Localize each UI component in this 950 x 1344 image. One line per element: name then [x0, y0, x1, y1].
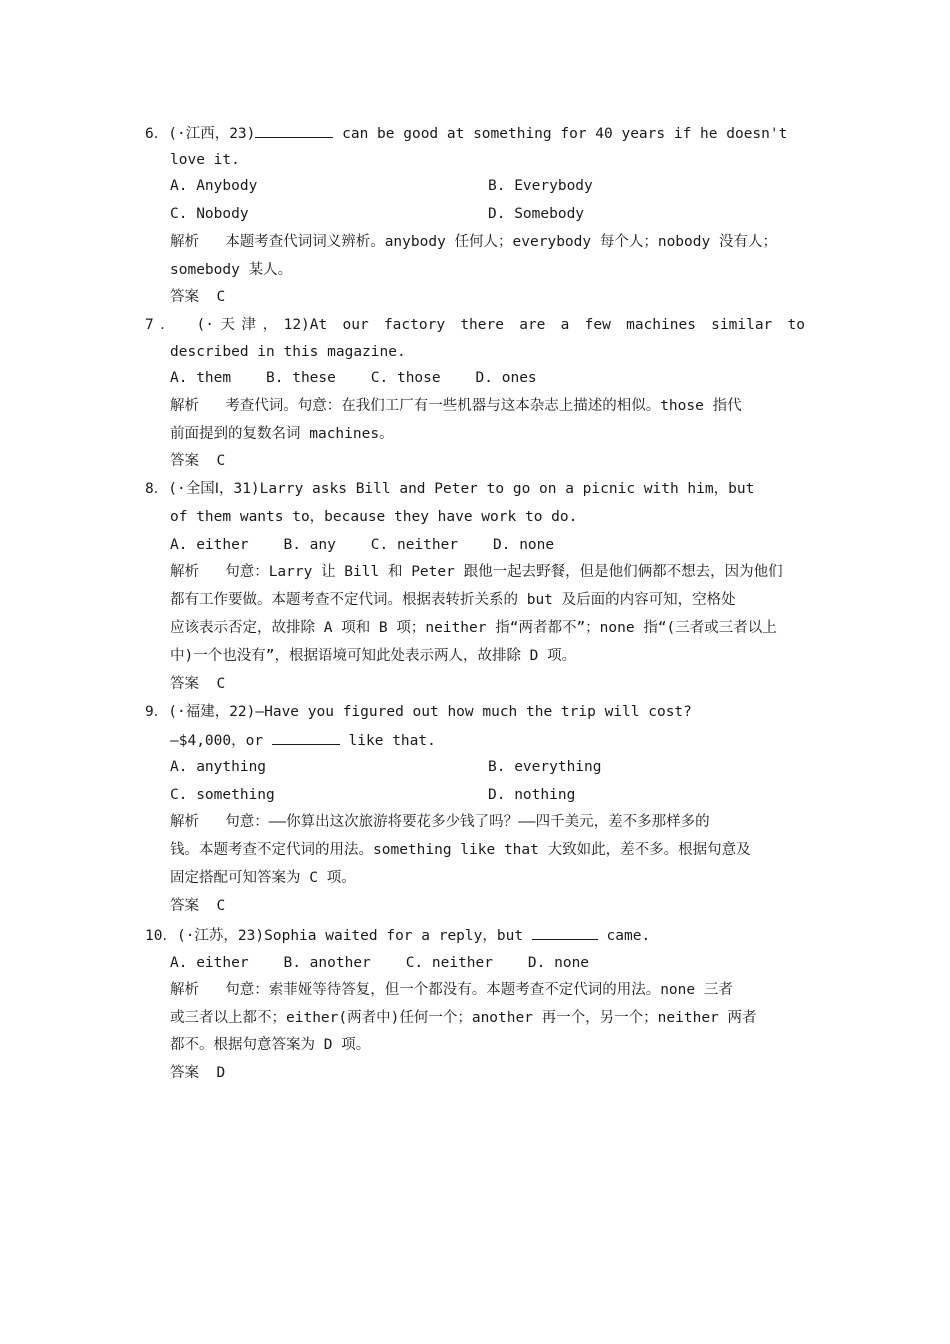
- analysis-label: 解析: [170, 234, 199, 250]
- question-9-stem: [145, 702, 692, 722]
- question-6-stem-cont: love it.: [170, 152, 240, 168]
- question-6-stem: [145, 123, 787, 143]
- answer-value: C: [216, 898, 226, 914]
- answer-line: [170, 287, 225, 307]
- question-source: (·全国Ⅰ，31): [168, 481, 260, 497]
- question-8-stem: [145, 479, 754, 499]
- analysis-line: 解析 考查代词。句意：在我们工厂有一些机器与这本杂志上描述的相似。those 指代: [170, 398, 742, 414]
- analysis-line: 都不。根据句意答案为 D 项。: [170, 1037, 371, 1053]
- option-a: A. anything: [170, 759, 267, 775]
- answer-label: 答案: [170, 898, 199, 914]
- analysis-line: 中)一个也没有”，根据语境可知此处表示两人，故排除 D 项。: [170, 648, 577, 664]
- analysis-line: somebody 某人。: [170, 262, 293, 278]
- answer-line: [170, 1063, 225, 1083]
- question-number: 8．: [145, 481, 169, 497]
- analysis-line: 解析 句意：Larry 让 Bill 和 Peter 跟他一起去野餐，但是他们俩都不想去，因为他们: [170, 564, 783, 580]
- option-b: B. everything: [488, 759, 602, 775]
- answer-blank: [532, 925, 598, 940]
- question-8-stem-cont: of them wants to，because they have work to do.: [170, 509, 578, 525]
- question-source: (·天津，12): [196, 317, 310, 333]
- analysis-line: 都有工作要做。本题考查不定代词。根据表转折关系的 but 及后面的内容可知，空格处: [170, 592, 736, 608]
- answer-label: 答案: [170, 1065, 199, 1081]
- option-c: C. something: [170, 787, 275, 803]
- stem-text: —Have you figured out how much the trip will cost?: [255, 704, 692, 720]
- answer-blank: [272, 730, 340, 745]
- answer-label: 答案: [170, 676, 199, 692]
- analysis-line: 解析 本题考查代词词义辨析。anybody 任何人；everybody 每个人；nobody 没有人；: [170, 234, 777, 250]
- stem-text: At our factory there are a few machines similar to: [309, 317, 805, 333]
- options-row: A. either B. another C. neither D. none: [170, 955, 590, 971]
- analysis-line: 钱。本题考查不定代词的用法。something like that 大致如此，差不多。根据句意及: [170, 842, 751, 858]
- question-7-stem-cont: described in this magazine.: [170, 344, 406, 360]
- analysis-line: 应该表示否定，故排除 A 项和 B 项；neither 指“两者都不”；none 指“(三者或三者以上: [170, 620, 777, 636]
- options-row: A. either B. any C. neither D. none: [170, 537, 555, 553]
- question-source: (·江苏，23): [176, 928, 265, 944]
- answer-value: C: [216, 453, 226, 469]
- answer-blank: [255, 123, 333, 138]
- question-number: 10．: [145, 928, 177, 944]
- question-number: 7．: [145, 317, 182, 333]
- analysis-line: 解析 句意：索菲娅等待答复，但一个都没有。本题考查不定代词的用法。none 三者: [170, 982, 733, 998]
- analysis-label: 解析: [170, 814, 199, 830]
- option-c: C. Nobody: [170, 206, 249, 222]
- answer-value: C: [216, 289, 226, 305]
- option-d: D. nothing: [488, 787, 576, 803]
- answer-label: 答案: [170, 453, 199, 469]
- analysis-line: 前面提到的复数名词 machines。: [170, 426, 394, 442]
- analysis-label: 解析: [170, 564, 199, 580]
- answer-value: D: [216, 1065, 226, 1081]
- question-source: (·江西，23): [168, 126, 256, 142]
- options-row: A. them B. these C. those D. ones: [170, 370, 537, 386]
- analysis-line: 解析 句意：——你算出这次旅游将要花多少钱了吗？——四千美元，差不多那样多的: [170, 814, 710, 830]
- answer-line: [170, 896, 225, 916]
- option-b: B. Everybody: [488, 178, 593, 194]
- question-source: (·福建，22): [168, 704, 256, 720]
- analysis-line: 固定搭配可知答案为 C 项。: [170, 870, 356, 886]
- question-9-stem-cont: —$4,000，or like that.: [170, 730, 436, 750]
- question-number: 6．: [145, 126, 169, 142]
- question-7-stem: [145, 315, 805, 335]
- answer-line: [170, 674, 225, 694]
- answer-value: C: [216, 676, 226, 692]
- option-d: D. Somebody: [488, 206, 585, 222]
- answer-line: [170, 451, 225, 471]
- stem-text: Larry asks Bill and Peter to go on a picnic with him，but: [259, 481, 755, 497]
- analysis-line: 或三者以上都不；either(两者中)任何一个；another 再一个，另一个；neither 两者: [170, 1010, 757, 1026]
- answer-label: 答案: [170, 289, 199, 305]
- stem-text: can be good at something for 40 years if he doesn't: [333, 126, 788, 142]
- analysis-label: 解析: [170, 398, 199, 414]
- option-a: A. Anybody: [170, 178, 258, 194]
- question-number: 9．: [145, 704, 169, 720]
- question-10-stem: 10．(·江苏，23)Sophia waited for a reply，but came.: [145, 925, 650, 945]
- analysis-label: 解析: [170, 982, 199, 998]
